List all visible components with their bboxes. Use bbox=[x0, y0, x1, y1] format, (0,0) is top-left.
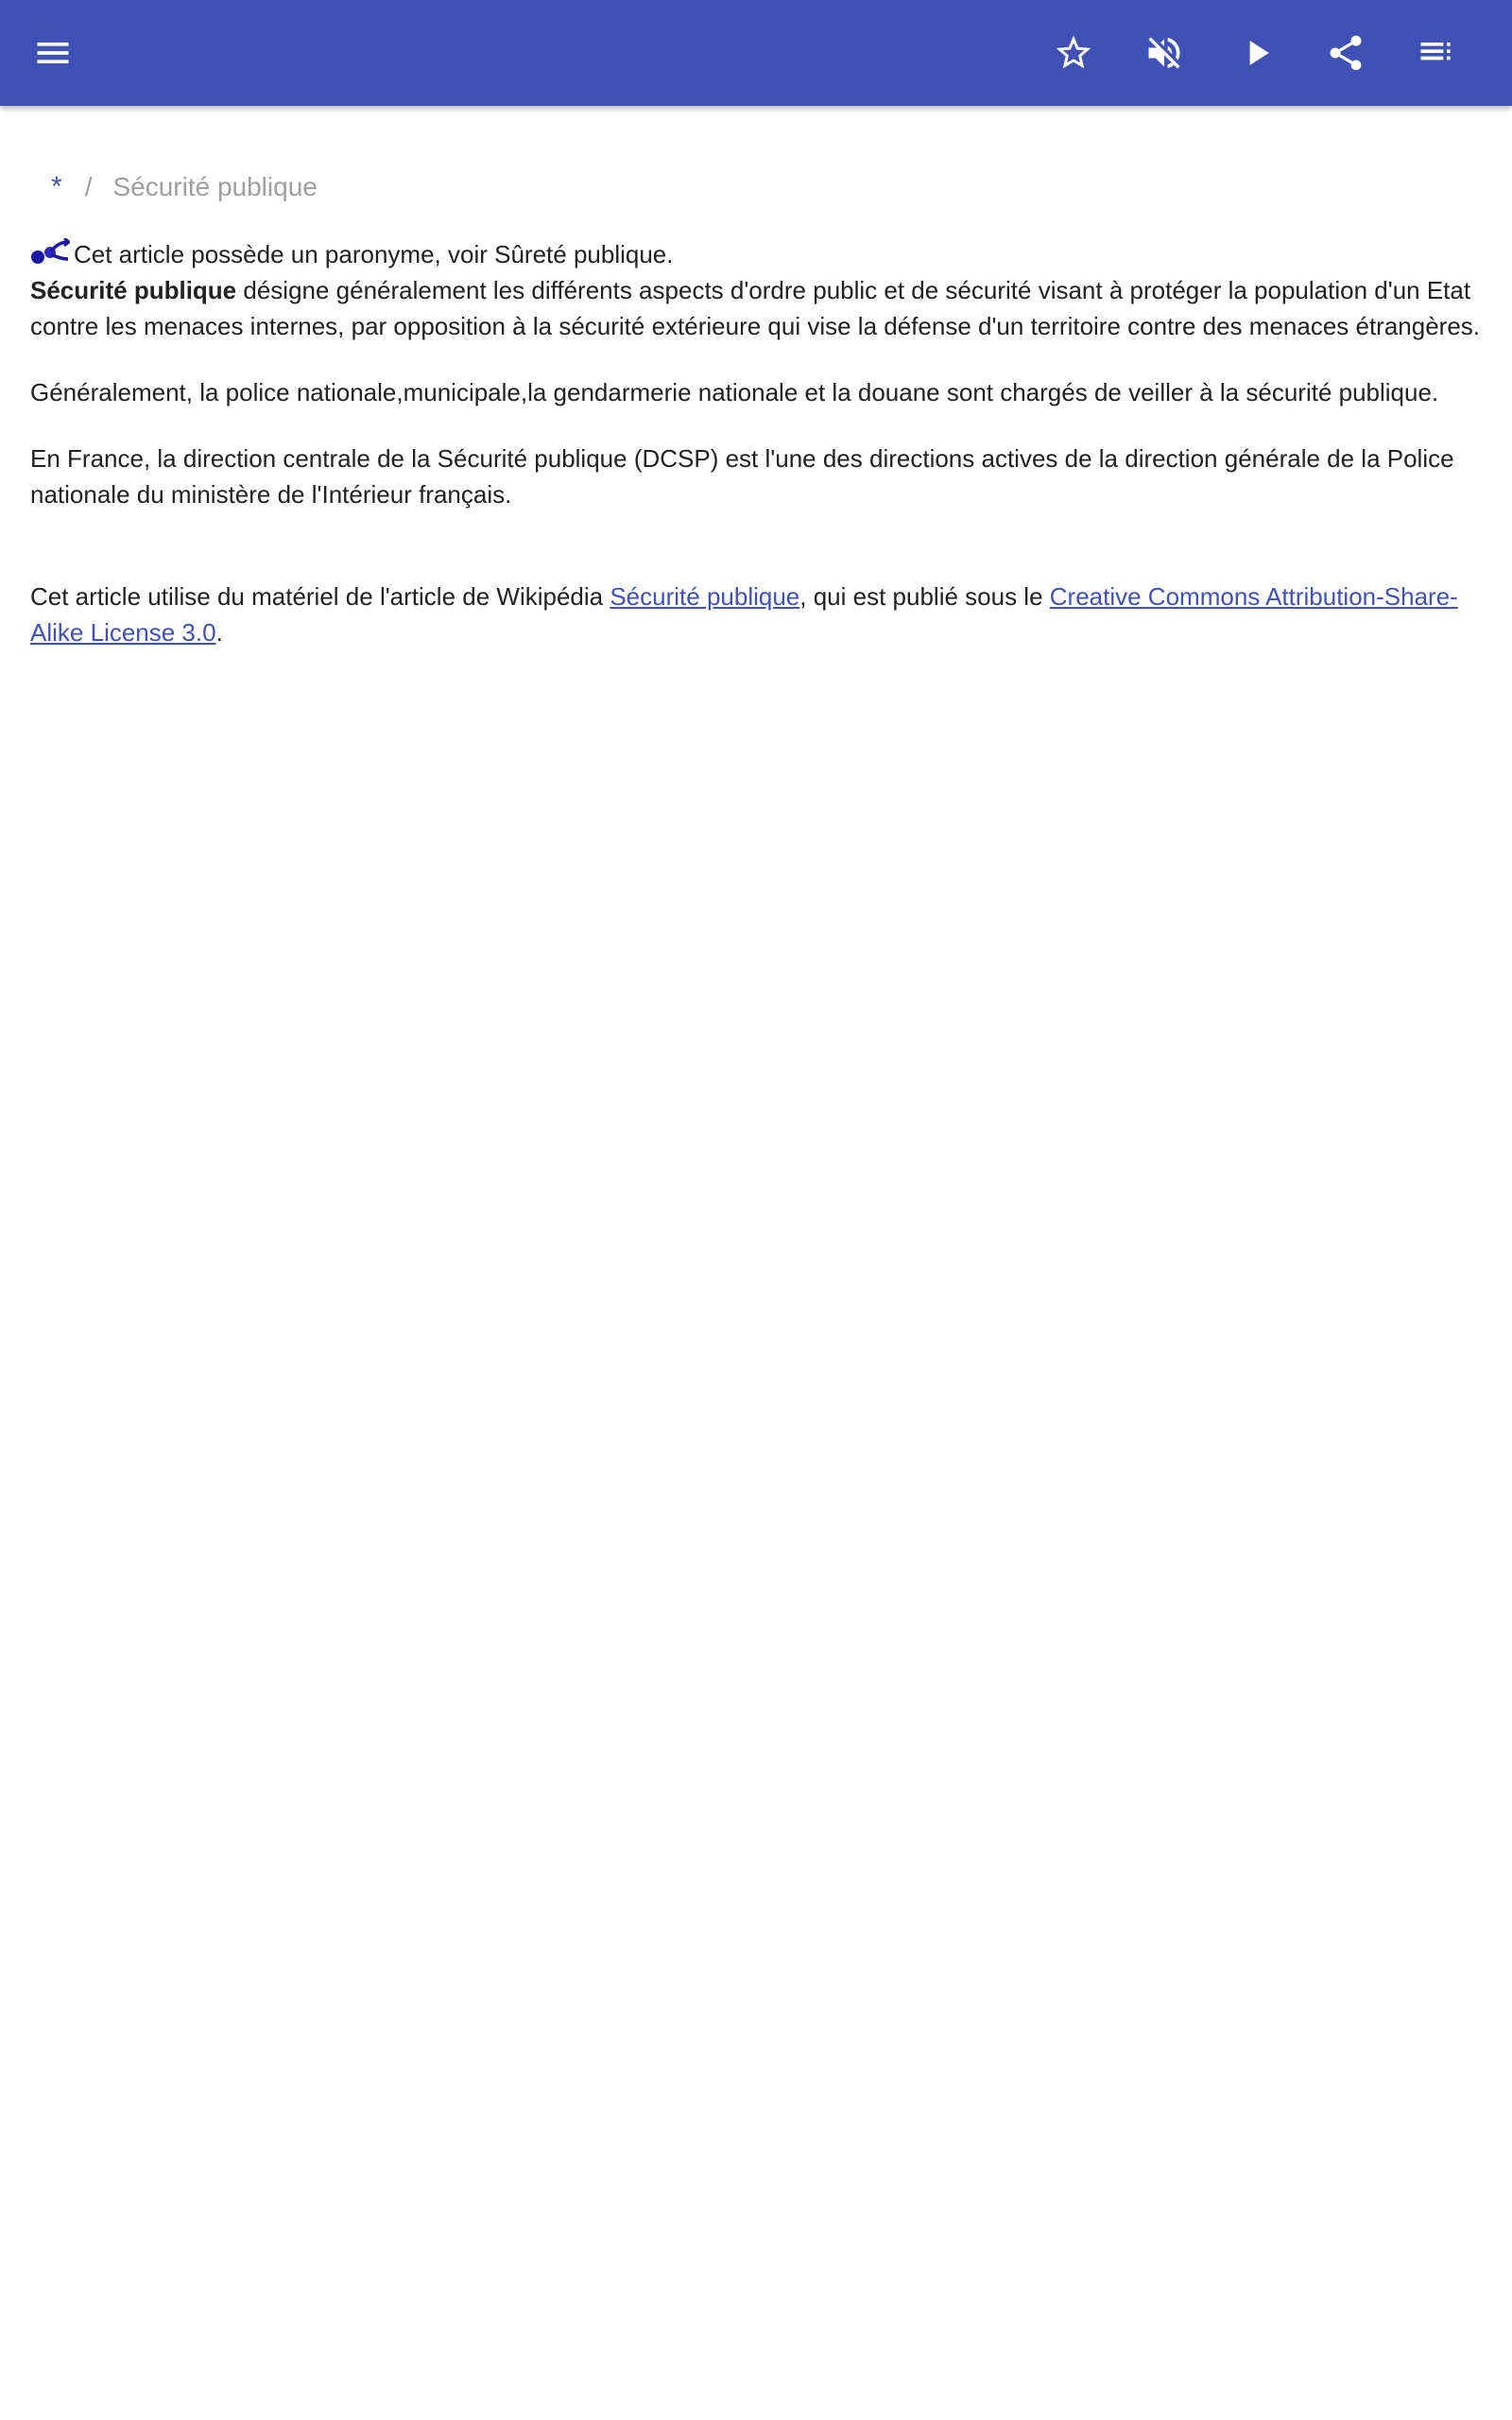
attribution-suffix: . bbox=[215, 618, 223, 647]
play-button[interactable] bbox=[1223, 19, 1291, 87]
disambiguation-icon bbox=[30, 238, 70, 267]
attribution-middle: , qui est publié sous le bbox=[799, 582, 1050, 611]
article-content bbox=[30, 106, 1482, 650]
star-outline-icon bbox=[1053, 32, 1094, 74]
license-link[interactable]: Creative Commons Attribution-Share-Alike License 3.0 bbox=[30, 582, 1458, 647]
hatnote-text: Cet article possède un paronyme, voir Sûreté publique. bbox=[74, 240, 674, 268]
volume-off-icon bbox=[1143, 32, 1185, 74]
intro-paragraph bbox=[30, 272, 1482, 344]
attribution-note bbox=[30, 579, 1482, 650]
share-button[interactable] bbox=[1312, 19, 1380, 87]
share-icon bbox=[1325, 32, 1366, 74]
app-bar bbox=[0, 0, 1512, 106]
mute-button[interactable] bbox=[1130, 19, 1198, 87]
table-of-contents-button[interactable] bbox=[1402, 19, 1470, 87]
play-icon bbox=[1236, 32, 1278, 74]
breadcrumb-current: Sécurité publique bbox=[112, 172, 318, 201]
breadcrumb-home-link[interactable]: * bbox=[51, 171, 62, 202]
paragraph-2: Généralement, la police nationale,municipale,la gendarmerie nationale et la douane sont chargés de veiller à la sécurité publique. bbox=[30, 378, 1439, 406]
bookmark-button[interactable] bbox=[1040, 19, 1108, 87]
breadcrumb-separator: / bbox=[84, 172, 93, 201]
hatnote bbox=[30, 236, 1482, 272]
menu-icon bbox=[32, 32, 74, 74]
breadcrumb bbox=[30, 168, 1482, 206]
intro-text: désigne généralement les différents aspects d'ordre public et de sécurité visant à protéger la population d'un Etat contre les menaces internes, par opposition à la sécurité extérieure qui vise la défense d'un territoire contre des menaces étrangères. bbox=[30, 276, 1481, 340]
source-article-link[interactable]: Sécurité publique bbox=[610, 582, 800, 611]
intro-bold-term: Sécurité publique bbox=[30, 276, 237, 304]
attribution-prefix: Cet article utilise du matériel de l'article de Wikipédia bbox=[30, 582, 610, 611]
paragraph-3: En France, la direction centrale de la Sécurité publique (DCSP) est l'une des directions actives de la direction générale de la Police nationale du ministère de l'Intérieur français. bbox=[30, 444, 1454, 509]
playlist-icon bbox=[1416, 32, 1457, 74]
menu-button[interactable] bbox=[19, 19, 87, 87]
